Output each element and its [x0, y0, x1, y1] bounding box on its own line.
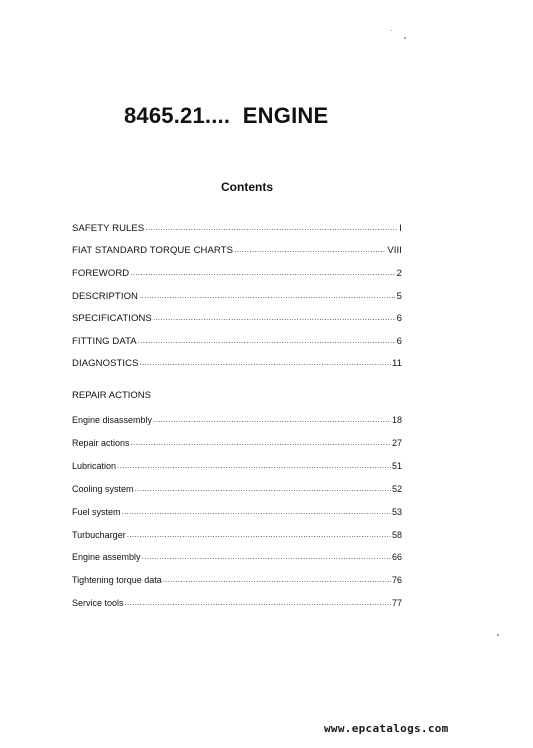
- toc-entry-page: 52: [391, 484, 402, 494]
- toc-entry-cooling-system[interactable]: [72, 482, 402, 496]
- toc-entry-page: 6: [396, 313, 402, 324]
- toc-entry-label: Engine disassembly: [72, 415, 153, 425]
- toc-entry-page: 51: [391, 461, 402, 471]
- toc-entry-page: 66: [391, 552, 402, 562]
- dot-leader: [234, 243, 386, 257]
- dot-leader: [142, 549, 391, 564]
- toc-entry-engine-disassembly[interactable]: [72, 413, 402, 427]
- dot-leader: [138, 334, 396, 348]
- toc-entry-repair-actions[interactable]: [72, 436, 402, 450]
- toc-entry-tightening-torque-data[interactable]: [72, 573, 402, 587]
- repair-actions-heading: REPAIR ACTIONS: [72, 390, 152, 401]
- dot-leader: [130, 266, 395, 280]
- dot-leader: [153, 412, 391, 427]
- dot-leader: [125, 595, 391, 610]
- toc-entry-page: 77: [391, 598, 402, 608]
- toc-entry-page: VIII: [387, 245, 402, 256]
- scan-speck: [497, 634, 499, 636]
- toc-entry-label: Turbucharger: [72, 530, 126, 540]
- watermark-url: www.epcatalogs.com: [324, 722, 449, 735]
- toc-entry-page: 53: [391, 507, 402, 517]
- dot-leader: [117, 458, 391, 473]
- dot-leader: [145, 221, 398, 235]
- toc-entry-page: 27: [391, 438, 402, 448]
- toc-entry-page: 58: [391, 530, 402, 540]
- toc-entry-service-tools[interactable]: [72, 596, 402, 610]
- toc-entry-label: Fuel system: [72, 507, 121, 517]
- dot-leader: [140, 356, 391, 370]
- toc-entry-label: Service tools: [72, 598, 124, 608]
- toc-entry-label: FOREWORD: [72, 268, 130, 279]
- toc-entry-turbucharger[interactable]: [72, 528, 402, 542]
- toc-entry-page: 11: [391, 358, 402, 369]
- toc-entry-page: 6: [396, 336, 402, 347]
- dot-leader: [122, 504, 391, 519]
- toc-entry-label: FIAT STANDARD TORQUE CHARTS: [72, 245, 234, 256]
- toc-entry-label: SAFETY RULES: [72, 223, 145, 234]
- toc-entry-page: 18: [391, 415, 402, 425]
- toc-entry-page: 5: [396, 291, 402, 302]
- scan-speck: [404, 37, 406, 39]
- toc-entry-page: 2: [396, 268, 402, 279]
- toc-entry-label: Engine assembly: [72, 552, 141, 562]
- toc-entry-label: FITTING DATA: [72, 336, 137, 347]
- toc-entry-label: DIAGNOSTICS: [72, 358, 139, 369]
- toc-entry-label: SPECIFICATIONS: [72, 313, 152, 324]
- toc-entry-lubrication[interactable]: [72, 459, 402, 473]
- contents-heading: Contents: [221, 180, 273, 194]
- page-title: 8465.21.... ENGINE: [124, 103, 329, 128]
- toc-entry-diagnostics[interactable]: [72, 357, 402, 371]
- toc-entry-label: DESCRIPTION: [72, 291, 139, 302]
- dot-leader: [131, 435, 391, 450]
- dot-leader: [153, 311, 396, 325]
- toc-entry-label: Cooling system: [72, 484, 134, 494]
- scan-speck: [391, 30, 392, 31]
- toc-entry-fitting-data[interactable]: [72, 335, 402, 349]
- toc-entry-page: I: [399, 223, 402, 234]
- toc-entry-engine-assembly[interactable]: [72, 550, 402, 564]
- toc-entry-torque-charts[interactable]: [72, 244, 402, 258]
- toc-entry-fuel-system[interactable]: [72, 505, 402, 519]
- toc-entry-foreword[interactable]: [72, 267, 402, 281]
- dot-leader: [135, 481, 391, 496]
- dot-leader: [139, 289, 396, 303]
- toc-entry-page: 76: [391, 575, 402, 585]
- toc-entry-label: Tightening torque data: [72, 575, 162, 585]
- toc-entry-label: Lubrication: [72, 461, 117, 471]
- dot-leader: [127, 527, 391, 542]
- toc-entry-specifications[interactable]: [72, 312, 402, 326]
- dot-leader: [163, 572, 391, 587]
- toc-entry-label: Repair actions: [72, 438, 130, 448]
- toc-entry-description[interactable]: [72, 290, 402, 304]
- toc-entry-safety-rules[interactable]: [72, 222, 402, 236]
